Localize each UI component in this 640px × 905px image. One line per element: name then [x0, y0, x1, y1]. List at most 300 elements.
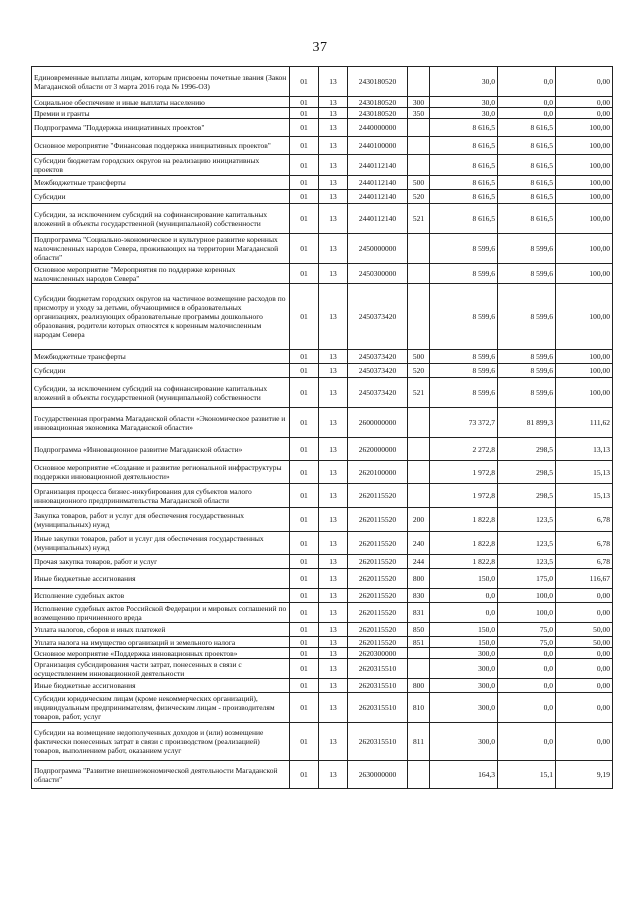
row-expense-type: 520 [408, 190, 430, 204]
row-planned-amount: 8 616,5 [430, 204, 498, 234]
row-subsection: 13 [319, 67, 348, 97]
row-section: 01 [290, 408, 319, 438]
row-subsection: 13 [319, 108, 348, 119]
row-section: 01 [290, 108, 319, 119]
row-executed-amount: 123,5 [498, 555, 556, 569]
row-section: 01 [290, 176, 319, 190]
row-name: Субсидии [32, 190, 290, 204]
row-subsection: 13 [319, 378, 348, 408]
table-row [32, 438, 613, 461]
table-row [32, 284, 613, 350]
row-subsection: 13 [319, 484, 348, 508]
row-subsection: 13 [319, 659, 348, 679]
row-name: Иные закупки товаров, работ и услуг для обеспечения государственных (муниципальных) нужд [32, 532, 290, 555]
row-executed-amount: 8 599,6 [498, 284, 556, 350]
row-section: 01 [290, 569, 319, 589]
table-row [32, 350, 613, 364]
table-row [32, 723, 613, 761]
row-expense-type [408, 155, 430, 176]
row-executed-amount: 8 616,5 [498, 137, 556, 155]
row-planned-amount: 1 822,8 [430, 532, 498, 555]
row-section: 01 [290, 119, 319, 137]
row-expense-type: 240 [408, 532, 430, 555]
row-name: Уплата налога на имущество организаций и земельного налога [32, 637, 290, 648]
row-name: Субсидии, за исключением субсидий на софинансирование капитальных вложений в объекты государственной (муниципальной) собственности [32, 204, 290, 234]
row-expense-type [408, 484, 430, 508]
row-target-article: 2440100000 [348, 137, 408, 155]
row-executed-amount: 8 599,6 [498, 264, 556, 284]
row-target-article: 2450300000 [348, 264, 408, 284]
row-executed-amount: 0,0 [498, 97, 556, 108]
row-planned-amount: 2 272,8 [430, 438, 498, 461]
table-row [32, 137, 613, 155]
row-section: 01 [290, 623, 319, 637]
row-name: Подпрограмма "Социально-экономическое и культурное развитие коренных малочисленных народов Севера, проживающих на территории Магаданской области" [32, 234, 290, 264]
row-planned-amount: 8 616,5 [430, 155, 498, 176]
table-row [32, 761, 613, 789]
row-section: 01 [290, 723, 319, 761]
row-target-article: 2620315510 [348, 659, 408, 679]
row-target-article: 2620115520 [348, 603, 408, 623]
row-subsection: 13 [319, 137, 348, 155]
row-name: Субсидии, за исключением субсидий на софинансирование капитальных вложений в объекты государственной (муниципальной) собственности [32, 378, 290, 408]
row-planned-amount: 8 616,5 [430, 137, 498, 155]
row-planned-amount: 8 599,6 [430, 378, 498, 408]
table-row [32, 532, 613, 555]
row-executed-amount: 8 616,5 [498, 119, 556, 137]
row-executed-amount: 75,0 [498, 637, 556, 648]
row-execution-percent: 6,78 [556, 555, 613, 569]
row-execution-percent: 6,78 [556, 532, 613, 555]
row-name: Исполнение судебных актов Российской Федерации и мировых соглашений по возмещению причиненного вреда [32, 603, 290, 623]
table-body [32, 67, 613, 789]
row-execution-percent: 0,00 [556, 589, 613, 603]
row-subsection: 13 [319, 350, 348, 364]
row-expense-type: 850 [408, 623, 430, 637]
row-target-article: 2620115520 [348, 508, 408, 532]
row-subsection: 13 [319, 603, 348, 623]
row-expense-type: 300 [408, 97, 430, 108]
row-section: 01 [290, 589, 319, 603]
row-name: Премии и гранты [32, 108, 290, 119]
row-target-article: 2440112140 [348, 190, 408, 204]
table-row [32, 461, 613, 484]
row-subsection: 13 [319, 555, 348, 569]
row-executed-amount: 0,0 [498, 693, 556, 723]
row-execution-percent: 100,00 [556, 350, 613, 364]
row-planned-amount: 8 599,6 [430, 350, 498, 364]
row-subsection: 13 [319, 204, 348, 234]
row-execution-percent: 100,00 [556, 176, 613, 190]
row-target-article: 2620315510 [348, 679, 408, 693]
row-target-article: 2430180520 [348, 108, 408, 119]
table-row [32, 555, 613, 569]
row-section: 01 [290, 679, 319, 693]
row-expense-type [408, 67, 430, 97]
table-row [32, 569, 613, 589]
row-planned-amount: 8 599,6 [430, 284, 498, 350]
row-executed-amount: 298,5 [498, 438, 556, 461]
row-section: 01 [290, 659, 319, 679]
row-executed-amount: 175,0 [498, 569, 556, 589]
row-section: 01 [290, 461, 319, 484]
row-subsection: 13 [319, 364, 348, 378]
row-section: 01 [290, 438, 319, 461]
row-executed-amount: 8 599,6 [498, 378, 556, 408]
row-subsection: 13 [319, 508, 348, 532]
row-name: Иные бюджетные ассигнования [32, 569, 290, 589]
row-executed-amount: 123,5 [498, 508, 556, 532]
table-row [32, 204, 613, 234]
row-name: Субсидии бюджетам городских округов на частичное возмещение расходов по присмотру и уходу за детьми, обучающимися в образовательных организациях, реализующих образовательные программы дошкольного образования, родители которых относятся к коренным малочисленным народам Севера [32, 284, 290, 350]
row-executed-amount: 0,0 [498, 659, 556, 679]
row-planned-amount: 30,0 [430, 67, 498, 97]
row-planned-amount: 1 972,8 [430, 461, 498, 484]
row-section: 01 [290, 648, 319, 659]
row-execution-percent: 0,00 [556, 108, 613, 119]
table-row [32, 378, 613, 408]
row-planned-amount: 300,0 [430, 723, 498, 761]
row-section: 01 [290, 603, 319, 623]
row-execution-percent: 100,00 [556, 364, 613, 378]
row-section: 01 [290, 190, 319, 204]
row-name: Прочая закупка товаров, работ и услуг [32, 555, 290, 569]
row-planned-amount: 73 372,7 [430, 408, 498, 438]
row-executed-amount: 8 616,5 [498, 176, 556, 190]
row-execution-percent: 116,67 [556, 569, 613, 589]
row-expense-type [408, 284, 430, 350]
row-name: Иные бюджетные ассигнования [32, 679, 290, 693]
row-target-article: 2430180520 [348, 67, 408, 97]
row-target-article: 2620115520 [348, 555, 408, 569]
row-executed-amount: 0,0 [498, 108, 556, 119]
row-expense-type: 800 [408, 679, 430, 693]
row-expense-type: 831 [408, 603, 430, 623]
table-row [32, 637, 613, 648]
row-subsection: 13 [319, 589, 348, 603]
row-execution-percent: 0,00 [556, 693, 613, 723]
row-target-article: 2620115520 [348, 532, 408, 555]
row-expense-type: 830 [408, 589, 430, 603]
row-section: 01 [290, 532, 319, 555]
row-planned-amount: 8 599,6 [430, 234, 498, 264]
table-row [32, 408, 613, 438]
row-expense-type [408, 438, 430, 461]
table-row [32, 589, 613, 603]
row-expense-type [408, 119, 430, 137]
row-executed-amount: 0,0 [498, 723, 556, 761]
row-subsection: 13 [319, 723, 348, 761]
row-execution-percent: 111,62 [556, 408, 613, 438]
row-execution-percent: 100,00 [556, 264, 613, 284]
row-section: 01 [290, 137, 319, 155]
row-subsection: 13 [319, 693, 348, 723]
row-executed-amount: 298,5 [498, 461, 556, 484]
row-expense-type [408, 137, 430, 155]
row-subsection: 13 [319, 679, 348, 693]
row-executed-amount: 0,0 [498, 648, 556, 659]
row-executed-amount: 15,1 [498, 761, 556, 789]
row-section: 01 [290, 67, 319, 97]
table-row [32, 190, 613, 204]
row-target-article: 2440000000 [348, 119, 408, 137]
row-name: Подпрограмма "Поддержка инициативных проектов" [32, 119, 290, 137]
row-name: Субсидии юридическим лицам (кроме некоммерческих организаций), индивидуальным предпринимателям, физическим лицам - производителям товаров, работ, услуг [32, 693, 290, 723]
row-section: 01 [290, 264, 319, 284]
row-target-article: 2600000000 [348, 408, 408, 438]
row-subsection: 13 [319, 648, 348, 659]
row-target-article: 2430180520 [348, 97, 408, 108]
row-planned-amount: 8 599,6 [430, 364, 498, 378]
row-section: 01 [290, 555, 319, 569]
table-row [32, 693, 613, 723]
table-row [32, 155, 613, 176]
row-planned-amount: 1 972,8 [430, 484, 498, 508]
row-subsection: 13 [319, 234, 348, 264]
row-name: Социальное обеспечение и иные выплаты населению [32, 97, 290, 108]
row-planned-amount: 1 822,8 [430, 508, 498, 532]
row-subsection: 13 [319, 155, 348, 176]
row-execution-percent: 100,00 [556, 234, 613, 264]
row-subsection: 13 [319, 119, 348, 137]
row-subsection: 13 [319, 176, 348, 190]
table-row [32, 364, 613, 378]
row-name: Основное мероприятие «Поддержка инновационных проектов» [32, 648, 290, 659]
table-row [32, 264, 613, 284]
row-planned-amount: 30,0 [430, 97, 498, 108]
row-section: 01 [290, 693, 319, 723]
row-execution-percent: 15,13 [556, 484, 613, 508]
row-executed-amount: 8 616,5 [498, 204, 556, 234]
row-expense-type [408, 234, 430, 264]
row-execution-percent: 0,00 [556, 679, 613, 693]
row-planned-amount: 300,0 [430, 659, 498, 679]
row-planned-amount: 300,0 [430, 679, 498, 693]
row-target-article: 2450000000 [348, 234, 408, 264]
row-executed-amount: 8 599,6 [498, 234, 556, 264]
row-planned-amount: 30,0 [430, 108, 498, 119]
row-subsection: 13 [319, 761, 348, 789]
row-name: Исполнение судебных актов [32, 589, 290, 603]
row-expense-type [408, 408, 430, 438]
table-row [32, 603, 613, 623]
row-executed-amount: 123,5 [498, 532, 556, 555]
row-target-article: 2620000000 [348, 438, 408, 461]
row-target-article: 2440112140 [348, 155, 408, 176]
row-subsection: 13 [319, 97, 348, 108]
row-planned-amount: 150,0 [430, 623, 498, 637]
table-row [32, 176, 613, 190]
row-target-article: 2620315510 [348, 723, 408, 761]
row-name: Подпрограмма "Развитие внешнеэкономической деятельности Магаданской области" [32, 761, 290, 789]
row-execution-percent: 0,00 [556, 648, 613, 659]
row-section: 01 [290, 155, 319, 176]
row-subsection: 13 [319, 438, 348, 461]
row-execution-percent: 100,00 [556, 137, 613, 155]
row-planned-amount: 300,0 [430, 693, 498, 723]
row-executed-amount: 100,0 [498, 589, 556, 603]
row-execution-percent: 6,78 [556, 508, 613, 532]
table-row [32, 648, 613, 659]
row-executed-amount: 81 899,3 [498, 408, 556, 438]
row-planned-amount: 8 616,5 [430, 119, 498, 137]
row-expense-type: 500 [408, 350, 430, 364]
row-planned-amount: 0,0 [430, 589, 498, 603]
budget-table [31, 66, 613, 789]
row-execution-percent: 13,13 [556, 438, 613, 461]
row-name: Основное мероприятие «Создание и развитие региональной инфраструктуры поддержки инновационной деятельности» [32, 461, 290, 484]
row-execution-percent: 100,00 [556, 204, 613, 234]
row-expense-type: 521 [408, 378, 430, 408]
row-target-article: 2620115520 [348, 569, 408, 589]
row-planned-amount: 0,0 [430, 603, 498, 623]
row-expense-type: 800 [408, 569, 430, 589]
row-name: Субсидии на возмещение недополученных доходов и (или) возмещение фактически понесенных затрат в связи с производством (реализацией) товаров, выполнением работ, оказанием услуг [32, 723, 290, 761]
row-executed-amount: 75,0 [498, 623, 556, 637]
row-name: Закупка товаров, работ и услуг для обеспечения государственных (муниципальных) нужд [32, 508, 290, 532]
table-row [32, 679, 613, 693]
row-target-article: 2620115520 [348, 589, 408, 603]
page-number: 37 [312, 40, 328, 55]
row-target-article: 2620300000 [348, 648, 408, 659]
row-execution-percent: 0,00 [556, 723, 613, 761]
row-execution-percent: 0,00 [556, 603, 613, 623]
row-executed-amount: 8 599,6 [498, 364, 556, 378]
row-section: 01 [290, 364, 319, 378]
row-subsection: 13 [319, 408, 348, 438]
row-expense-type [408, 461, 430, 484]
row-target-article: 2620115520 [348, 623, 408, 637]
row-section: 01 [290, 234, 319, 264]
row-name: Подпрограмма «Инновационное развитие Магаданской области» [32, 438, 290, 461]
row-name: Единовременные выплаты лицам, которым присвоены почетные звания (Закон Магаданской области от 3 марта 2016 года № 1996-ОЗ) [32, 67, 290, 97]
row-subsection: 13 [319, 284, 348, 350]
table-row [32, 508, 613, 532]
row-name: Субсидии бюджетам городских округов на реализацию инициативных проектов [32, 155, 290, 176]
row-section: 01 [290, 508, 319, 532]
row-subsection: 13 [319, 264, 348, 284]
row-name: Организация процесса бизнес-инкубирования для субъектов малого инновационного предпринимательства Магаданской области [32, 484, 290, 508]
row-execution-percent: 100,00 [556, 155, 613, 176]
row-planned-amount: 150,0 [430, 569, 498, 589]
row-target-article: 2620115520 [348, 484, 408, 508]
row-planned-amount: 8 616,5 [430, 176, 498, 190]
row-planned-amount: 164,3 [430, 761, 498, 789]
row-expense-type [408, 761, 430, 789]
row-subsection: 13 [319, 637, 348, 648]
row-section: 01 [290, 97, 319, 108]
row-section: 01 [290, 761, 319, 789]
row-execution-percent: 50,00 [556, 637, 613, 648]
row-planned-amount: 150,0 [430, 637, 498, 648]
row-planned-amount: 8 599,6 [430, 264, 498, 284]
row-execution-percent: 0,00 [556, 67, 613, 97]
row-execution-percent: 100,00 [556, 378, 613, 408]
row-executed-amount: 0,0 [498, 679, 556, 693]
row-name: Основное мероприятие "Мероприятия по поддержке коренных малочисленных народов Севера" [32, 264, 290, 284]
row-target-article: 2620315510 [348, 693, 408, 723]
row-planned-amount: 300,0 [430, 648, 498, 659]
row-expense-type: 200 [408, 508, 430, 532]
row-expense-type: 244 [408, 555, 430, 569]
row-execution-percent: 0,00 [556, 97, 613, 108]
row-planned-amount: 8 616,5 [430, 190, 498, 204]
row-execution-percent: 100,00 [556, 284, 613, 350]
row-subsection: 13 [319, 623, 348, 637]
row-target-article: 2620100000 [348, 461, 408, 484]
row-name: Государственная программа Магаданской области «Экономическое развитие и инновационная экономика Магаданской области» [32, 408, 290, 438]
row-execution-percent: 15,13 [556, 461, 613, 484]
row-executed-amount: 8 616,5 [498, 190, 556, 204]
row-target-article: 2440112140 [348, 204, 408, 234]
row-executed-amount: 298,5 [498, 484, 556, 508]
row-expense-type: 520 [408, 364, 430, 378]
row-expense-type: 811 [408, 723, 430, 761]
row-target-article: 2450373420 [348, 364, 408, 378]
row-execution-percent: 0,00 [556, 659, 613, 679]
row-target-article: 2450373420 [348, 350, 408, 364]
row-expense-type [408, 659, 430, 679]
row-expense-type: 851 [408, 637, 430, 648]
row-executed-amount: 8 616,5 [498, 155, 556, 176]
row-section: 01 [290, 637, 319, 648]
row-name: Межбюджетные трансферты [32, 176, 290, 190]
row-section: 01 [290, 378, 319, 408]
row-name: Субсидии [32, 364, 290, 378]
table-row [32, 119, 613, 137]
row-expense-type: 810 [408, 693, 430, 723]
row-expense-type: 350 [408, 108, 430, 119]
row-target-article: 2440112140 [348, 176, 408, 190]
row-expense-type [408, 648, 430, 659]
row-section: 01 [290, 350, 319, 364]
row-subsection: 13 [319, 569, 348, 589]
row-execution-percent: 100,00 [556, 119, 613, 137]
row-section: 01 [290, 484, 319, 508]
row-planned-amount: 1 822,8 [430, 555, 498, 569]
row-execution-percent: 9,19 [556, 761, 613, 789]
table-row [32, 67, 613, 97]
row-expense-type [408, 264, 430, 284]
row-execution-percent: 100,00 [556, 190, 613, 204]
table-row [32, 484, 613, 508]
row-target-article: 2450373420 [348, 284, 408, 350]
row-subsection: 13 [319, 532, 348, 555]
table-row [32, 234, 613, 264]
row-expense-type: 500 [408, 176, 430, 190]
row-name: Уплата налогов, сборов и иных платежей [32, 623, 290, 637]
table-row [32, 97, 613, 108]
row-target-article: 2630000000 [348, 761, 408, 789]
row-subsection: 13 [319, 461, 348, 484]
row-subsection: 13 [319, 190, 348, 204]
row-section: 01 [290, 204, 319, 234]
row-name: Основное мероприятие "Финансовая поддержка инициативных проектов" [32, 137, 290, 155]
table-row [32, 108, 613, 119]
row-name: Межбюджетные трансферты [32, 350, 290, 364]
row-name: Организация субсидирования части затрат, понесенных в связи с осуществлением инновационной деятельности [32, 659, 290, 679]
row-expense-type: 521 [408, 204, 430, 234]
row-target-article: 2620115520 [348, 637, 408, 648]
table-row [32, 623, 613, 637]
row-section: 01 [290, 284, 319, 350]
row-executed-amount: 100,0 [498, 603, 556, 623]
table-row [32, 659, 613, 679]
row-target-article: 2450373420 [348, 378, 408, 408]
row-executed-amount: 0,0 [498, 67, 556, 97]
row-executed-amount: 8 599,6 [498, 350, 556, 364]
row-execution-percent: 50,00 [556, 623, 613, 637]
